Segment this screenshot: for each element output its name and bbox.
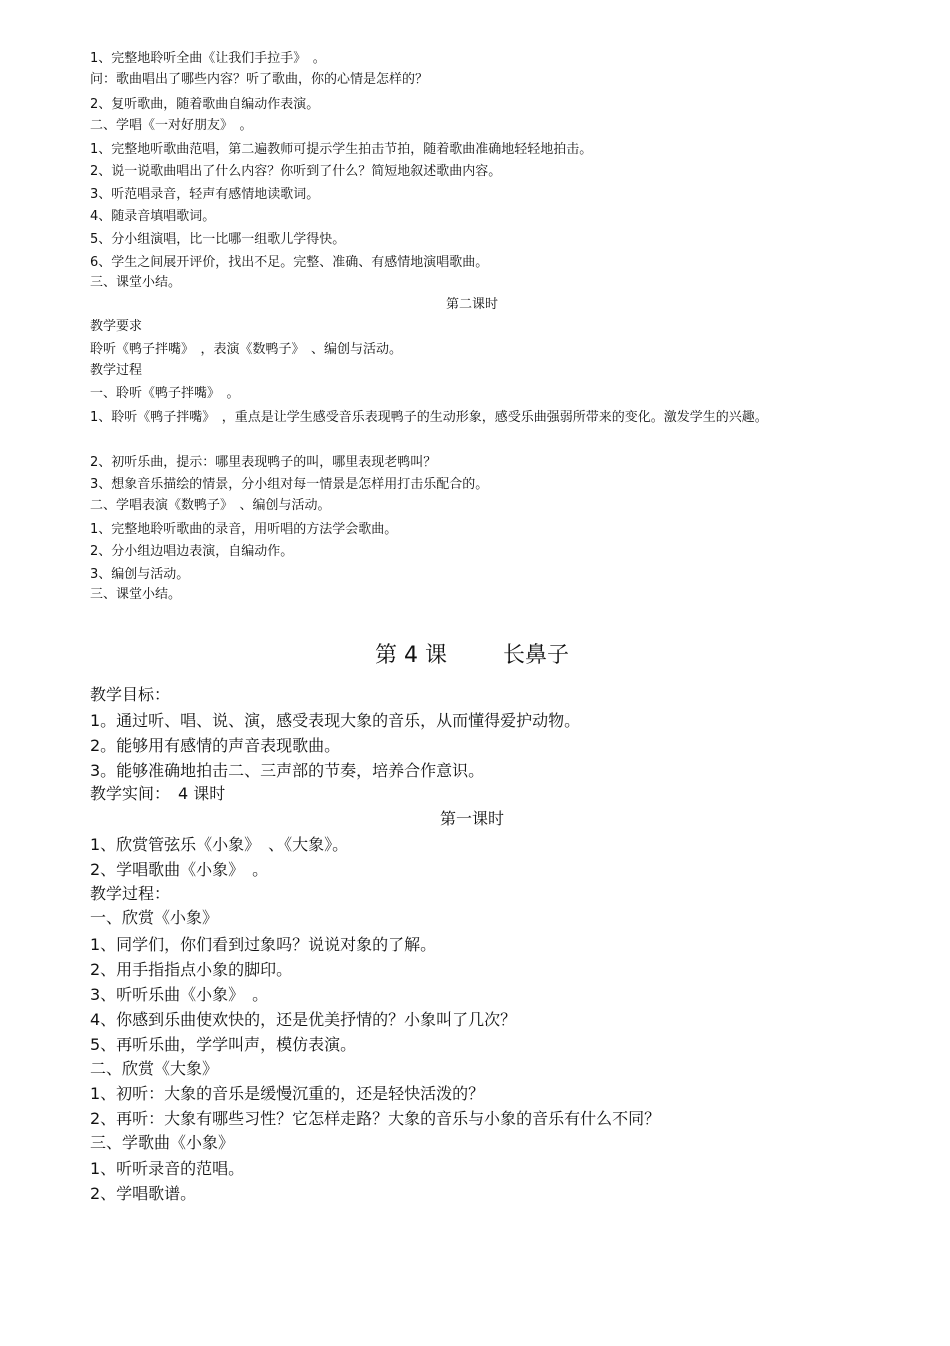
text-line: 2、分小组边唱边表演，自编动作。 <box>90 544 294 559</box>
period-heading: 第一课时 <box>439 809 504 828</box>
text-line: 1、欣赏管弦乐《小象》 、《大象》。 <box>90 835 349 854</box>
text-line: 5、再听乐曲，学学叫声，模仿表演。 <box>90 1035 357 1054</box>
text-line: 聆听《鸭子拌嘴》 ，表演《数鸭子》 、编创与活动。 <box>90 342 403 357</box>
text-line: 1、同学们，你们看到过象吗？说说对象的了解。 <box>90 935 437 954</box>
text-line: 2、说一说歌曲唱出了什么内容？你听到了什么？简短地叙述歌曲内容。 <box>90 164 502 179</box>
text-line: 2、学唱歌曲《小象》 。 <box>90 860 269 879</box>
text-line: 2。能够用有感情的声音表现歌曲。 <box>90 736 341 755</box>
text-line: 4、随录音填唱歌词。 <box>90 209 216 224</box>
text-line: 1、完整地聆听全曲《让我们手拉手》 。 <box>90 51 326 66</box>
lesson-name: 长鼻子 <box>502 643 569 668</box>
text-line: 1、听听录音的范唱。 <box>90 1159 245 1178</box>
text-line: 3、编创与活动。 <box>90 567 190 582</box>
text-line: 1、完整地聆听歌曲的录音，用听唱的方法学会歌曲。 <box>90 522 398 537</box>
text-line: 问：歌曲唱出了哪些内容？听了歌曲，你的心情是怎样的？ <box>90 72 429 87</box>
text-line: 2、学唱歌谱。 <box>90 1184 197 1203</box>
text-line: 1。通过听、唱、说、演，感受表现大象的音乐，从而懂得爱护动物。 <box>90 711 581 730</box>
section-heading: 教学过程 <box>90 363 143 378</box>
text-line: 2、用手指指点小象的脚印。 <box>90 960 293 979</box>
text-line: 3。能够准确地拍击二、三声部的节奏，培养合作意识。 <box>90 761 485 780</box>
section-heading: 二、欣赏《大象》 <box>90 1059 219 1078</box>
section-heading: 二、学唱表演《数鸭子》 、编创与活动。 <box>90 498 331 513</box>
text-paragraph: 1、聆听《鸭子拌嘴》 ，重点是让学生感受音乐表现鸭子的生动形象，感受乐曲强弱所带来的变化。激发学生的兴趣。 <box>90 410 768 425</box>
lesson-number: 第 4 课 <box>375 643 447 668</box>
section-heading: 一、欣赏《小象》 <box>90 908 219 927</box>
text-line: 3、想象音乐描绘的情景，分小组对每一情景是怎样用打击乐配合的。 <box>90 477 489 492</box>
text-line: 2、再听：大象有哪些习性？它怎样走路？大象的音乐与小象的音乐有什么不同？ <box>90 1109 661 1128</box>
section-heading: 三、课堂小结。 <box>90 587 182 602</box>
text-line: 4、你感到乐曲使欢快的，还是优美抒情的？小象叫了几次？ <box>90 1010 517 1029</box>
text-line: 教学实间： 4 课时 <box>90 784 226 803</box>
text-line: 1、初听：大象的音乐是缓慢沉重的，还是轻快活泼的？ <box>90 1084 485 1103</box>
section-heading: 教学过程： <box>90 884 171 903</box>
section-heading: 一、聆听《鸭子拌嘴》 。 <box>90 386 240 401</box>
text-line: 2、复听歌曲，随着歌曲自编动作表演。 <box>90 97 320 112</box>
text-line: 3、听听乐曲《小象》 。 <box>90 985 269 1004</box>
text-line: 3、听范唱录音，轻声有感情地读歌词。 <box>90 187 320 202</box>
section-heading: 教学要求 <box>90 319 143 334</box>
text-line: 6、学生之间展开评价，找出不足。完整、准确、有感情地演唱歌曲。 <box>90 255 489 270</box>
text-line: 1、完整地听歌曲范唱，第二遍教师可提示学生拍击节拍，随着歌曲准确地轻轻地拍击。 <box>90 142 593 157</box>
period-heading: 第二课时 <box>445 297 498 312</box>
text-line: 5、分小组演唱，比一比哪一组歌儿学得快。 <box>90 232 346 247</box>
text-line: 2、初听乐曲，提示：哪里表现鸭子的叫，哪里表现老鸭叫？ <box>90 455 437 470</box>
section-heading: 三、课堂小结。 <box>90 275 182 290</box>
lesson-title <box>0 643 944 669</box>
section-heading: 教学目标： <box>90 685 171 704</box>
section-heading: 二、学唱《一对好朋友》 。 <box>90 118 253 133</box>
section-heading: 三、学歌曲《小象》 <box>90 1133 235 1152</box>
